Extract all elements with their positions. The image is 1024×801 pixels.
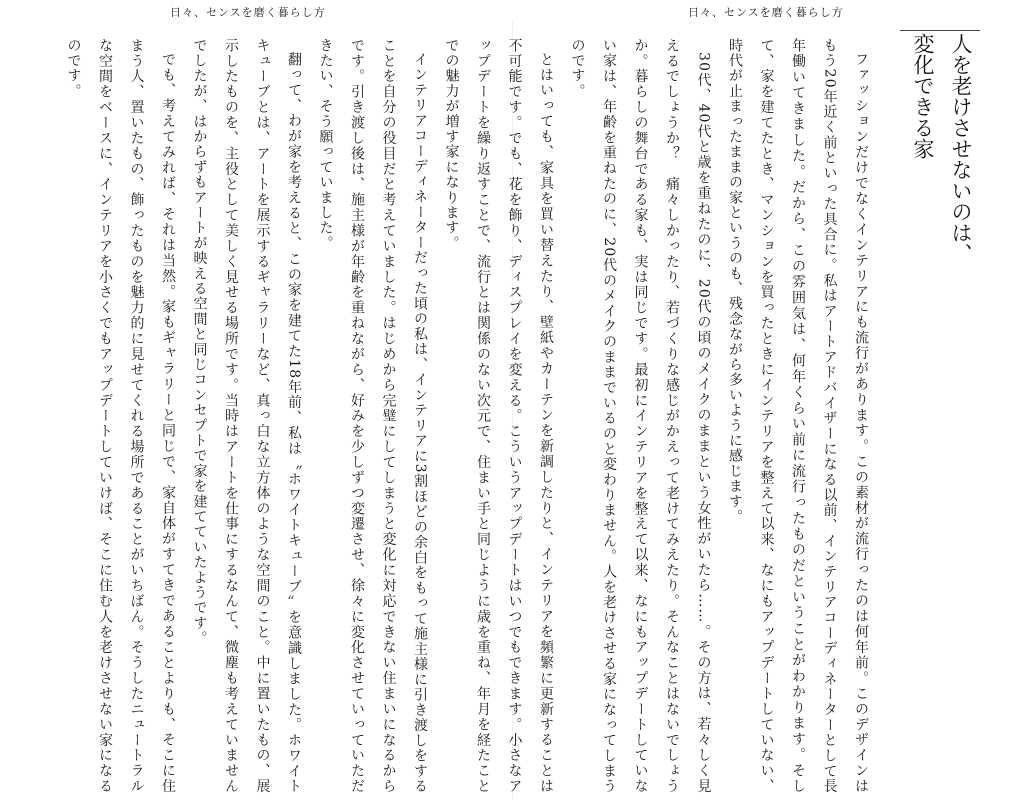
- running-head-left: 日々、センスを磨く暮らし方: [170, 6, 326, 19]
- chapter-title-line-1: 人を老けさせないのは、: [949, 33, 973, 264]
- paragraph-2: 30代、40代と歳を重ねたのに、20代の頃のメイクのままという女性がいたら……。その方は、若々しく見えるでしょうか？ 痛々しかったり、若づくりな感じがかえって老けてみえたり。そんなことはないでしょうか。暮らしの舞台である家も、実は同じです。最初にインテリアを整えて以来、なにもアップデートしていない家は、年齢を重ねたのに、20代のメイクのままでいるのと変わりません。人を老けさせる家になってしまうのです。: [569, 38, 712, 794]
- paragraph-1: ファッションだけでなくインテリアにも流行があります。この素材が流行ったのは何年前。このデザインはもう20年近く前といった具合に。私はアートアドバイザーになる以前、インテリアコーディネーターとして長年働いてきました。だから、この雰囲気は、何年くらい前に流行ったものだということがわかります。そして、家を建てたとき、マンションを買ったときにインテリアを整えて以来、なにもアップデートしていない、時代が止まったままの家というのも、残念ながら多いように感じます。: [727, 38, 869, 794]
- chapter-title-line-2: 変化できる家: [911, 33, 935, 159]
- paragraph-5: 翻って、わが家を考えると、この家を建てた18年前、私は〝ホワイトキューブ〟を意識しました。ホワイトキューブとは、アートを展示するギャラリーなど、真っ白な立方体のような空間のこと。中に置いたもの、展示したものを、主役として美しく見せる場所です。当時はアートを仕事にするなんて、微塵も考えていませんでしたが、はからずもアートが映える空間と同じコンセプトで家を建てていたようです。: [191, 38, 302, 794]
- paragraph-4: インテリアコーディネーターだった頃の私は、インテリアに3割ほどの余白をもって施主様に引き渡しをすることを自分の役目だと考えていました。はじめから完璧にしてしまうと変化に対応できない住まいになるからです。引き渡し後は、施主様が年齢を重ねながら、好みを少しずつ変遷させ、徐々に変化させていっていただきたい、そう願っていました。: [317, 38, 428, 794]
- paragraph-3: とはいっても、家具を買い替えたり、壁紙やカーテンを新調したりと、インテリアを頻繁に更新することは不可能です。でも、花を飾り、ディスプレイを変える。こういうアップデートはいつでもできます。小さなアップデートを繰り返すことで、流行とは関係のない次元で、住まい手と同じように歳を重ね、年月を経たことでの魅力が増す家になります。: [443, 38, 554, 794]
- running-head-right: 日々、センスを磨く暮らし方: [688, 6, 844, 19]
- chapter-title: [900, 30, 980, 343]
- paragraph-6: でも、考えてみれば、それは当然。家もギャラリーと同じで、家自体がすてきであることよりも、そこに住まう人、置いたもの、飾ったものを魅力的に見せてくれる場所であることがいちばん。そうしたニュートラルな空間をベースに、インテリアを小さくでもアップデートしていけば、そこに住む人を老けさせない家になるのです。: [65, 38, 176, 794]
- vertical-body-text: [18, 38, 876, 794]
